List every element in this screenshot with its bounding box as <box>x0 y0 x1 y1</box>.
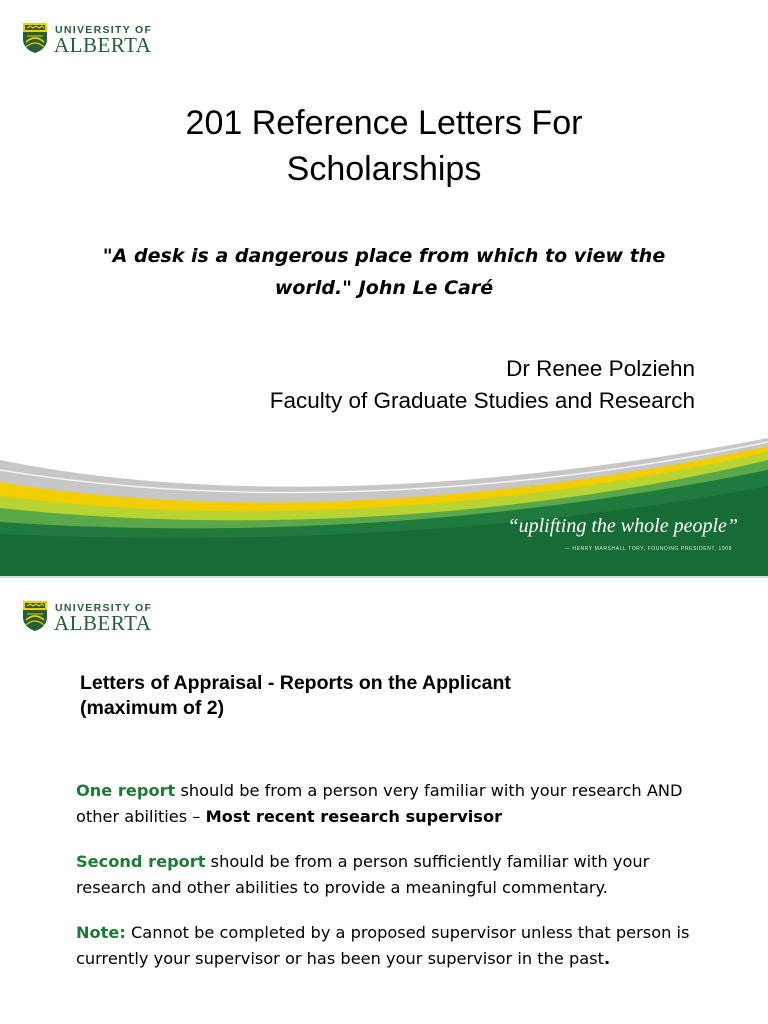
paragraph-lead: One report <box>76 781 176 800</box>
content-slide <box>0 576 768 1024</box>
green-swoosh-banner <box>0 430 768 576</box>
slide-title-line: Scholarships <box>286 150 482 188</box>
tagline-attribution: — HENRY MARSHALL TORY, FOUNDING PRESIDENT, 1908 <box>564 546 732 552</box>
quote-line: world." John Le Caré <box>274 277 494 299</box>
slide-title-line: 201 Reference Letters For <box>185 104 583 142</box>
paragraph-text: should be from a person sufficiently familiar with your research and other abilities to provide a meaningful commentary. <box>76 852 650 897</box>
logo-alberta: ALBERTA <box>54 611 152 635</box>
paragraph-one-report <box>76 778 716 829</box>
section-heading <box>80 671 680 721</box>
quote-line: "A desk is a dangerous place from which to view the <box>102 245 666 267</box>
presenter-department: Faculty of Graduate Studies and Research <box>269 388 695 413</box>
university-logo <box>22 600 162 634</box>
paragraph-text: Cannot be completed by a proposed supervisor unless that person is currently your supervisor or has been your supervisor in the past <box>76 923 690 968</box>
logo-university-of: UNIVERSITY OF <box>55 602 153 614</box>
paragraph-text: should be from a person very familiar with your research AND other abilities – <box>76 781 683 826</box>
section-heading-line: (maximum of 2) <box>80 697 225 719</box>
opening-quote <box>0 240 768 304</box>
paragraph-emphasis: Most recent research supervisor <box>205 806 503 826</box>
university-shield-icon <box>22 22 48 54</box>
presenter-name: Dr Renee Polziehn <box>506 356 695 381</box>
presenter-info <box>270 353 695 417</box>
paragraph-note <box>76 920 716 971</box>
logo-alberta: ALBERTA <box>54 33 152 57</box>
logo-university-of: UNIVERSITY OF <box>55 24 153 36</box>
university-tagline: “uplifting the whole people” <box>507 515 738 537</box>
paragraph-lead: Second report <box>76 852 206 871</box>
paragraph-lead: Note: <box>76 923 126 942</box>
university-logo <box>22 22 162 56</box>
paragraph-emphasis: . <box>603 948 611 968</box>
slide-title <box>0 100 768 192</box>
section-heading-line: Letters of Appraisal - Reports on the Applicant <box>80 672 511 694</box>
paragraph-second-report <box>76 849 716 900</box>
university-shield-icon <box>22 600 48 632</box>
